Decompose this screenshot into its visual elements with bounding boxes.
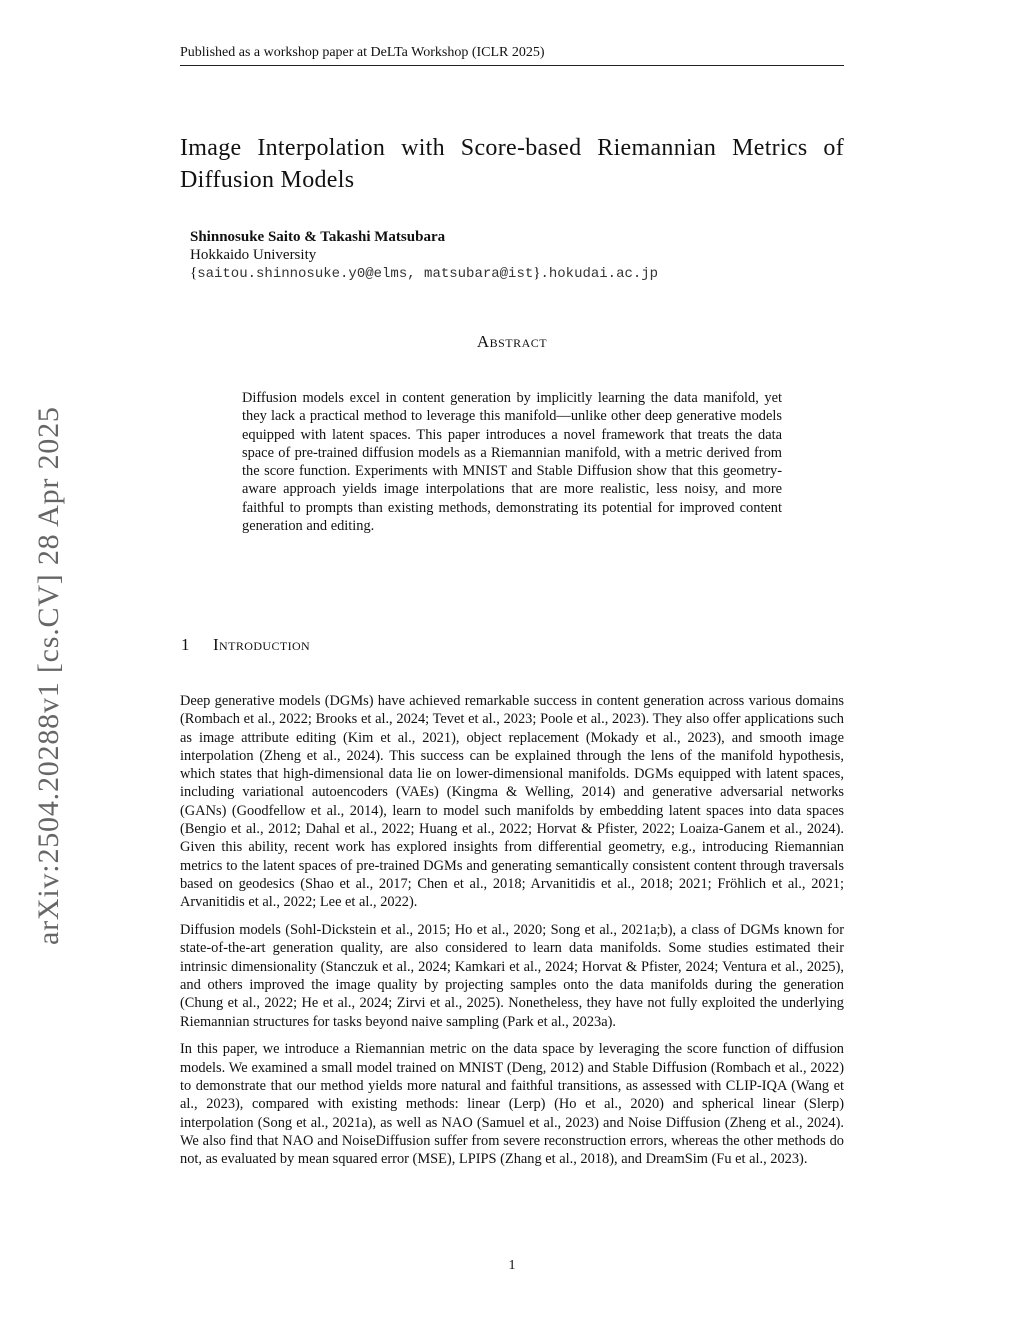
paragraph: Deep generative models (DGMs) have achieved remarkable success in content generation across various domains (Rombach et al., 2022; Brooks et al., 2024; Tevet et al., 2023; Poole et al., 2023). They also offer applications such as image attribute editing (Kim et al., 2021), object replacement (Mokady et al., 2023), and smooth image interpolation (Zheng et al., 2024). This success can be explained through the lens of the manifold hypothesis, which states that high-dimensional data lie on lower-dimensional manifolds. DGMs equipped with latent spaces, including variational autoencoders (VAEs) (Kingma & Welling, 2014) and generative adversarial networks (GANs) (Goodfellow et al., 2014), learn to model such manifolds by embedding latent spaces into data spaces (Bengio et al., 2012; Dahal et al., 2022; Huang et al., 2022; Horvat & Pfister, 2022; Loaiza-Ganem et al., 2024). Given this ability, recent work has explored insights from differential geometry, e.g., introducing Riemannian metrics to the latent spaces of pre-trained DGMs and generating semantically consistent content through traversals based on geodesics (Shao et al., 2017; Chen et al., 2018; Arvanitidis et al., 2018; 2021; Fröhlich et al., 2021; Arvanitidis et al., 2022; Lee et al., 2022). [180, 693, 844, 911]
author-email[interactable] [190, 264, 658, 284]
abstract-heading: Abstract [476, 332, 548, 351]
paragraph: Diffusion models (Sohl-Dickstein et al., 2015; Ho et al., 2020; Song et al., 2021a;b), a class of DGMs known for state-of-the-art generation quality, are also considered to learn data manifolds. Some studies estimated their intrinsic dimensionality (Stanczuk et al., 2024; Kamkari et al., 2024; Horvat & Pfister, 2024; Ventura et al., 2025), and others improved the image quality by projecting samples onto the data manifolds during the generation (Chung et al., 2022; He et al., 2024; Zirvi et al., 2025). Nonetheless, they have not fully exploited the underlying Riemannian structures for tasks beyond naive sampling (Park et al., 2023a). [180, 922, 844, 1030]
author-names: Shinnosuke Saito & Takashi Matsubara [190, 229, 446, 245]
paper-title: Image Interpolation with Score-based Riemannian Metrics of Diffusion Models [180, 135, 844, 193]
running-header: Published as a workshop paper at DeLTa Workshop (ICLR 2025) [180, 45, 545, 60]
section-heading-introduction [181, 634, 310, 656]
paragraph: In this paper, we introduce a Riemannian metric on the data space by leveraging the score function of diffusion models. We examined a small model trained on MNIST (Deng, 2012) and Stable Diffusion (Rombach et al., 2022) to demonstrate that our method yields more natural and faithful transitions, as assessed with CLIP-IQA (Wang et al., 2023), compared with existing methods: linear (Lerp) (Ho et al., 2020) and spherical linear (Slerp) interpolation (Song et al., 2021a), as well as NAO (Samuel et al., 2023) and Noise Diffusion (Zheng et al., 2024). We also find that NAO and NoiseDiffusion suffer from severe reconstruction errors, whereas the other methods do not, as evaluated by mean squared error (MSE), LPIPS (Zhang et al., 2018), and DreamSim (Fu et al., 2023). [180, 1041, 844, 1168]
section-title: Introduction [213, 635, 311, 654]
header-rule [180, 65, 844, 66]
arxiv-side-stamp[interactable]: arXiv:2504.20288v1 [cs.CV] 28 Apr 2025 [32, 406, 65, 945]
author-affiliation: Hokkaido University [190, 247, 317, 263]
introduction-body [180, 692, 844, 1178]
section-number: 1 [181, 635, 190, 654]
abstract-text: Diffusion models excel in content generation by implicitly learning the data manifold, yet they lack a practical method to leverage this manifold—unlike other deep generative models equipped with latent spaces. This paper introduces a novel framework that treats the data space of pre-trained diffusion models as a Riemannian manifold, with a metric derived from the score function. Experiments with MNIST and Stable Diffusion show that this geometry-aware approach yields image interpolations that are more realistic, less noisy, and more faithful to prompts than existing methods, demonstrating its potential for improved content generation and editing. [242, 390, 782, 535]
email-domain: .hokudai.ac.jp [540, 266, 659, 282]
email-brace-open: { [190, 265, 198, 281]
page-number: 1 [508, 1258, 516, 1273]
email-users: saitou.shinnosuke.y0@elms, matsubara@ist [197, 266, 534, 282]
email-brace-close: } [533, 265, 541, 281]
